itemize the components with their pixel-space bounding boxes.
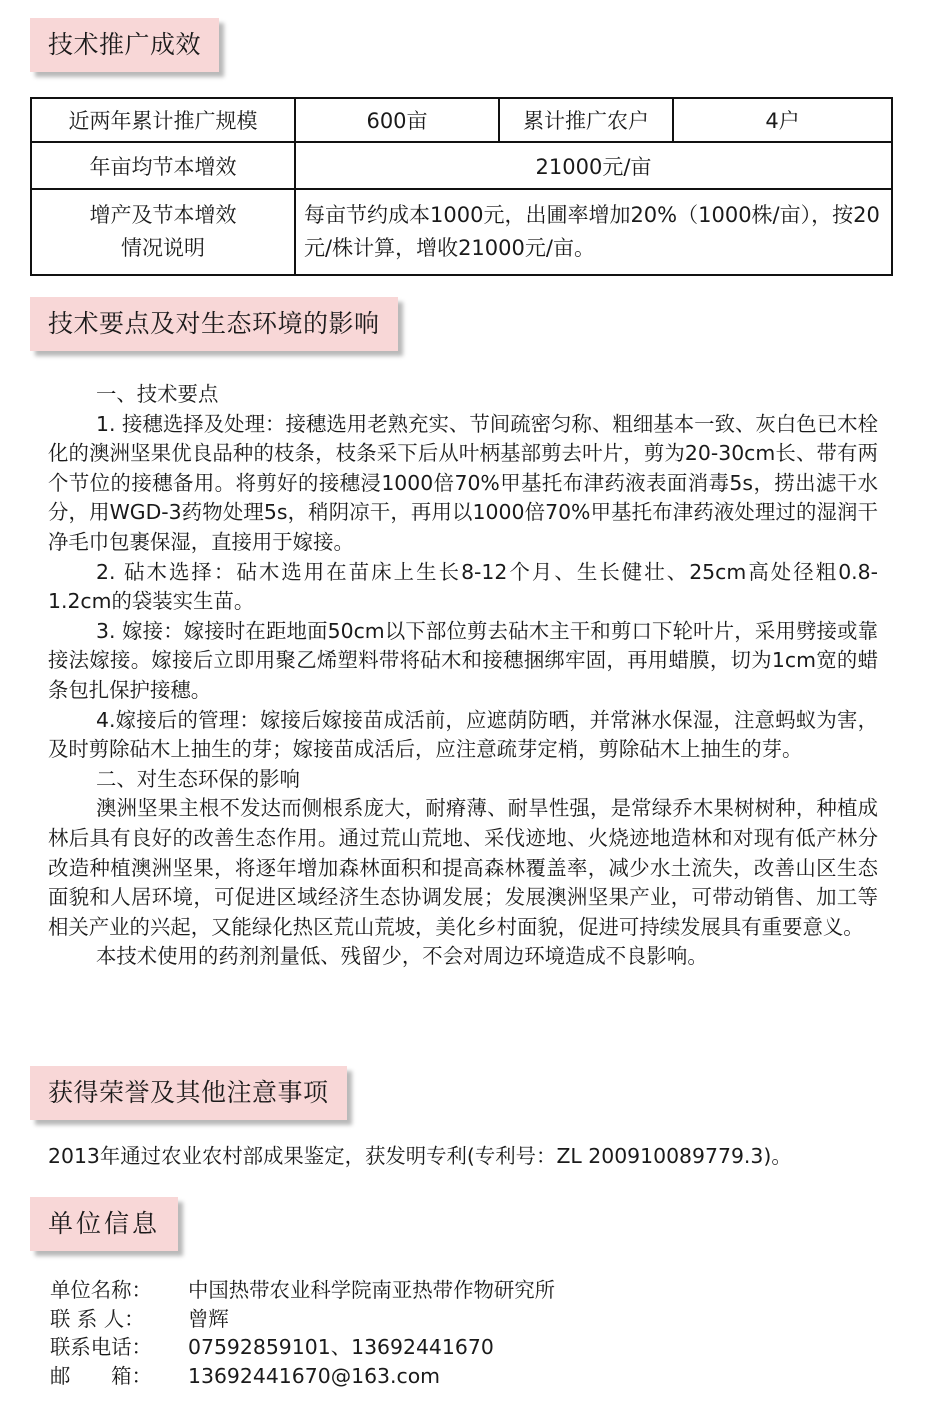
phone-row <box>50 1333 555 1362</box>
tech-heading-2: 二、对生态环保的影响 <box>96 766 300 791</box>
email-value: 13692441670@163.com <box>188 1363 441 1388</box>
tech-paragraph: 1. 接穗选择及处理：接穗选用老熟充实、节间疏密匀称、粗细基本一致、灰白色已木栓化的澳洲坚果优良品种的枝条，枝条采下后从叶柄基部剪去叶片，剪为20-30cm长、带有两个节位的接穗备用。将剪好的接穗浸1000倍70%甲基托布津药液表面消毒5s，捞出滤干水分，用WGD-3药物处理5s，稍阴凉干，再用以1000倍70%甲基托布津药液处理过的湿润干净毛巾包裹保湿，直接用于嫁接。 <box>48 411 878 554</box>
farmers-value: 4户 <box>673 98 892 142</box>
email-row <box>50 1362 555 1391</box>
eco-paragraph: 澳洲坚果主根不发达而侧根系庞大，耐瘠薄、耐旱性强，是常绿乔木果树树种，种植成林后具有良好的改善生态作用。通过荒山荒地、采伐迹地、火烧迹地造林和对现有低产林分改造种植澳洲坚果，将逐年增加森林面积和提高森林覆盖率，减少水土流失，改善山区生态面貌和人居环境，可促进区域经济生态协调发展；发展澳洲坚果产业，可带动销售、加工等相关产业的兴起，又能绿化热区荒山荒坡，美化乡村面貌，促进可持续发展具有重要意义。 <box>48 796 878 939</box>
email-label: 邮 箱： <box>50 1363 152 1388</box>
contact-label: 联 系 人： <box>50 1306 145 1331</box>
scale-label: 近两年累计推广规模 <box>31 98 295 142</box>
contact-row <box>50 1305 555 1334</box>
section-header-unit: 单位信息 <box>30 1197 178 1251</box>
farmers-label: 累计推广农户 <box>499 98 673 142</box>
unit-info <box>50 1276 555 1390</box>
tech-paragraph: 2. 砧木选择：砧木选用在苗床上生长8-12个月、生长健壮、25cm高处径粗0.8-1.2cm的袋装实生苗。 <box>48 559 878 614</box>
desc-label-line2: 情况说明 <box>121 236 205 260</box>
tech-paragraph: 3. 嫁接：嫁接时在距地面50cm以下部位剪去砧木主干和剪口下轮叶片，采用劈接或靠接法嫁接。嫁接后立即用聚乙烯塑料带将砧木和接穗捆绑牢固，再用蜡膜，切为1cm宽的蜡条包扎保护接穗。 <box>48 618 878 702</box>
unit-name-row <box>50 1276 555 1305</box>
tech-body <box>48 380 878 972</box>
contact-value: 曾辉 <box>188 1306 229 1331</box>
phone-value: 07592859101、13692441670 <box>188 1335 494 1359</box>
tech-heading-1: 一、技术要点 <box>96 382 219 406</box>
benefit-label: 年亩均节本增效 <box>31 142 295 189</box>
tech-paragraph: 4.嫁接后的管理：嫁接后嫁接苗成活前，应遮荫防晒，并常淋水保湿，注意蚂蚁为害，及时剪除砧木上抽生的芽；嫁接苗成活后，应注意疏芽定梢，剪除砧木上抽生的芽。 <box>48 707 878 762</box>
phone-label: 联系电话： <box>50 1335 152 1359</box>
section-header-tech: 技术要点及对生态环境的影响 <box>30 297 398 351</box>
desc-text: 每亩节约成本1000元，出圃率增加20%（1000株/亩），按20元/株计算，增收21000元/亩。 <box>295 189 892 275</box>
stats-table <box>30 97 893 276</box>
section-header-effect: 技术推广成效 <box>30 18 219 72</box>
scale-value: 600亩 <box>295 98 499 142</box>
honor-text: 2013年通过农业农村部成果鉴定，获发明专利(专利号：ZL 200910089779.3)。 <box>48 1144 792 1168</box>
unit-name-value: 中国热带农业科学院南亚热带作物研究所 <box>188 1278 556 1302</box>
section-header-honor: 获得荣誉及其他注意事项 <box>30 1066 347 1120</box>
desc-label <box>31 189 295 275</box>
benefit-value: 21000元/亩 <box>295 142 892 189</box>
eco-paragraph: 本技术使用的药剂剂量低、残留少，不会对周边环境造成不良影响。 <box>96 944 708 969</box>
desc-label-line1: 增产及节本增效 <box>89 203 237 227</box>
unit-name-label: 单位名称： <box>50 1278 152 1302</box>
